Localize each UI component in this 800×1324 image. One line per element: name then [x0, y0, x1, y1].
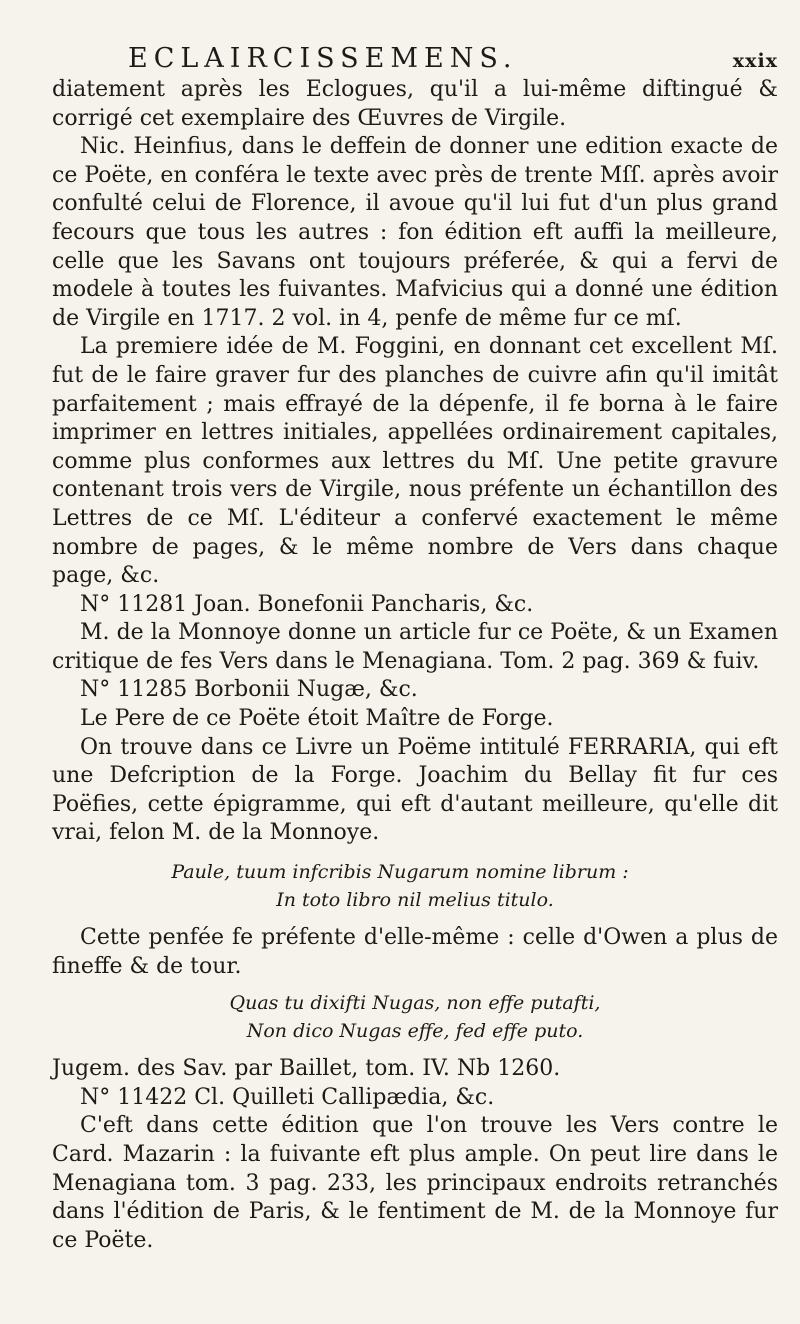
- verse-line: Non dico Nugas effe, fed effe puto.: [246, 1020, 584, 1043]
- paragraph: On trouve dans ce Livre un Poëme intitulé FERRARIA, qui eft une Defcription de la Forge. Joachim du Bellay fit fur ces Poëfies, cette épigramme, qui eft d'autant meilleure, qu'elle dit vrai, felon M. de la Monnoye.: [52, 734, 778, 846]
- page-number: xxix: [732, 50, 778, 72]
- paragraph: La premiere idée de M. Foggini, en donnant cet excellent Mſ. fut de le faire graver fur des planches de cuivre afin qu'il imitât parfaitement ; mais effrayé de la dépenfe, il fe borna à le faire imprimer en lettres initiales, appellées ordinairement capitales, comme plus conformes aux lettres du Mſ. Une petite gravure contenant trois vers de Virgile, nous préfente un échantillon des Lettres de ce Mſ. L'éditeur a confervé exactement le même nombre de pages, & le même nombre de Vers dans chaque page, &c.: [52, 334, 778, 589]
- paragraph: M. de la Monnoye donne un article fur ce Poëte, & un Examen critique de fes Vers dans le Menagiana. Tom. 2 pag. 369 & fuiv.: [52, 620, 778, 674]
- paragraph: Le Pere de ce Poëte étoit Maître de Forge.: [80, 706, 554, 732]
- paragraph: C'eft dans cette édition que l'on trouve les Vers contre le Card. Mazarin : la fuivante eft plus ample. On peut lire dans le Menagiana tom. 3 pag. 233, les principaux endroits retranchés dans l'édition de Paris, & le fentiment de M. de la Monnoye fur ce Poëte.: [52, 1113, 778, 1253]
- verse-line: In toto libro nil melius titulo.: [276, 889, 554, 912]
- paragraph: N° 11285 Borbonii Nugæ, &c.: [80, 677, 418, 703]
- running-title: ECLAIRCISSEMENS.: [128, 43, 518, 74]
- owen-verse: [52, 989, 778, 1045]
- paragraph: N° 11422 Cl. Quilleti Callipædia, &c.: [80, 1084, 495, 1110]
- epigram-verse: [52, 858, 778, 914]
- paragraph: N° 11281 Joan. Bonefonii Pancharis, &c.: [80, 591, 534, 617]
- paragraph: diatement après les Eclogues, qu'il a lui-même diftingué & corrigé cet exemplaire des Œuvres de Virgile.: [52, 77, 778, 131]
- body-text: [52, 76, 778, 1255]
- running-head: [128, 44, 778, 76]
- paragraph: Nic. Heinfius, dans le deffein de donner une edition exacte de ce Poëte, en conféra le texte avec près de trente Mſſ. après avoir confulté celui de Florence, il avoue qu'il lui fut d'un plus grand fecours que tous les autres : fon édition eft auffi la meilleure, celle que les Savans ont toujours préferée, & qui a fervi de modele à toutes les fuivantes. Mafvicius qui a donné une édition de Virgile en 1717. 2 vol. in 4, penfe de même fur ce mſ.: [52, 134, 778, 331]
- verse-line: Quas tu dixifti Nugas, non effe putafti,: [229, 992, 601, 1015]
- paragraph: Cette penfée fe préfente d'elle-même : celle d'Owen a plus de fineffe & de tour.: [52, 925, 778, 979]
- verse-line: Paule, tuum infcribis Nugarum nomine librum :: [171, 861, 629, 884]
- bibliographic-reference: Jugem. des Sav. par Baillet, tom. IV. Nb 1260.: [52, 1056, 561, 1082]
